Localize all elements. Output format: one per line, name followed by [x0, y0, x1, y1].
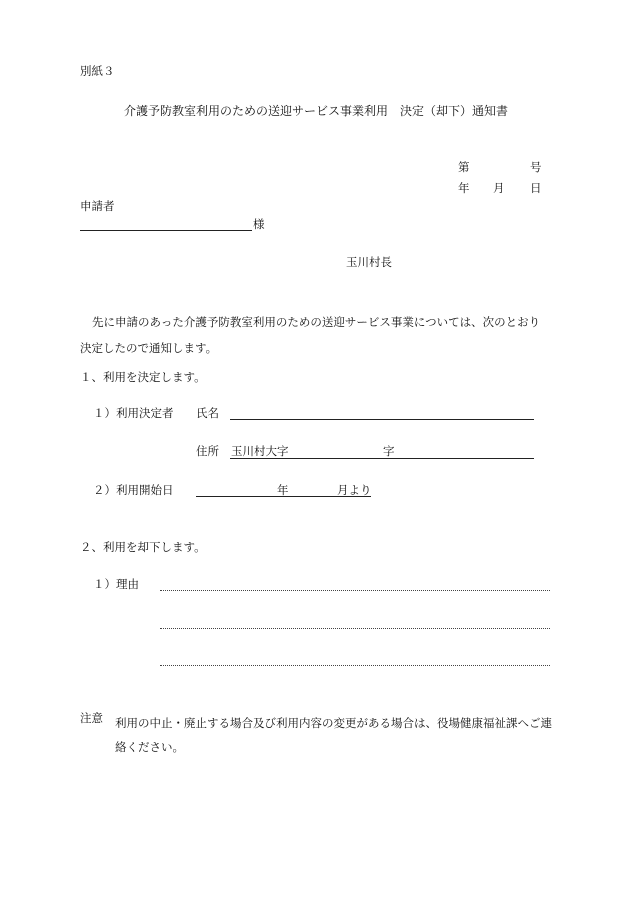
address-line	[230, 458, 534, 459]
address-prefix: 玉川村大字	[231, 444, 289, 458]
name-line	[230, 419, 534, 420]
note-text	[115, 711, 552, 759]
section1-heading: １、利用を決定します。	[80, 370, 206, 384]
intro-paragraph: 先に申請のあった介護予防教室利用のための送迎サービス事業については、次のとおり決定したので通知します。	[80, 315, 541, 355]
reason-line-3	[160, 665, 550, 666]
section2-heading: ２、利用を却下します。	[80, 540, 206, 554]
reason-line-1	[160, 590, 550, 591]
reason-label: １）理由	[93, 577, 139, 591]
note-label: 注意	[80, 711, 103, 725]
start-year: 年	[277, 483, 289, 497]
start-date-line	[196, 496, 371, 497]
attachment-label: 別紙３	[80, 64, 115, 78]
start-date-item-label: ２）利用開始日	[93, 483, 174, 497]
address-label: 住所	[196, 444, 219, 458]
date-year: 年	[458, 181, 470, 195]
reason-line-2	[160, 628, 550, 629]
start-month: 月より	[337, 483, 372, 497]
recipient-item-label: １）利用決定者	[93, 406, 174, 420]
doc-number-suffix: 号	[530, 160, 542, 174]
address-aza: 字	[383, 444, 395, 458]
issuer: 玉川村長	[346, 255, 392, 269]
applicant-name-line	[80, 230, 252, 231]
name-label: 氏名	[196, 406, 219, 420]
applicant-label: 申請者	[80, 199, 115, 213]
note-text-content: 利用の中止・廃止する場合及び利用内容の変更がある場合は、役場健康福祉課へご連絡ください。	[115, 716, 552, 754]
doc-number-prefix: 第	[458, 160, 470, 174]
date-day: 日	[530, 181, 542, 195]
document-title: 介護予防教室利用のための送迎サービス事業利用 決定（却下）通知書	[124, 104, 509, 118]
applicant-honorific: 様	[253, 217, 265, 231]
date-month: 月	[493, 181, 505, 195]
